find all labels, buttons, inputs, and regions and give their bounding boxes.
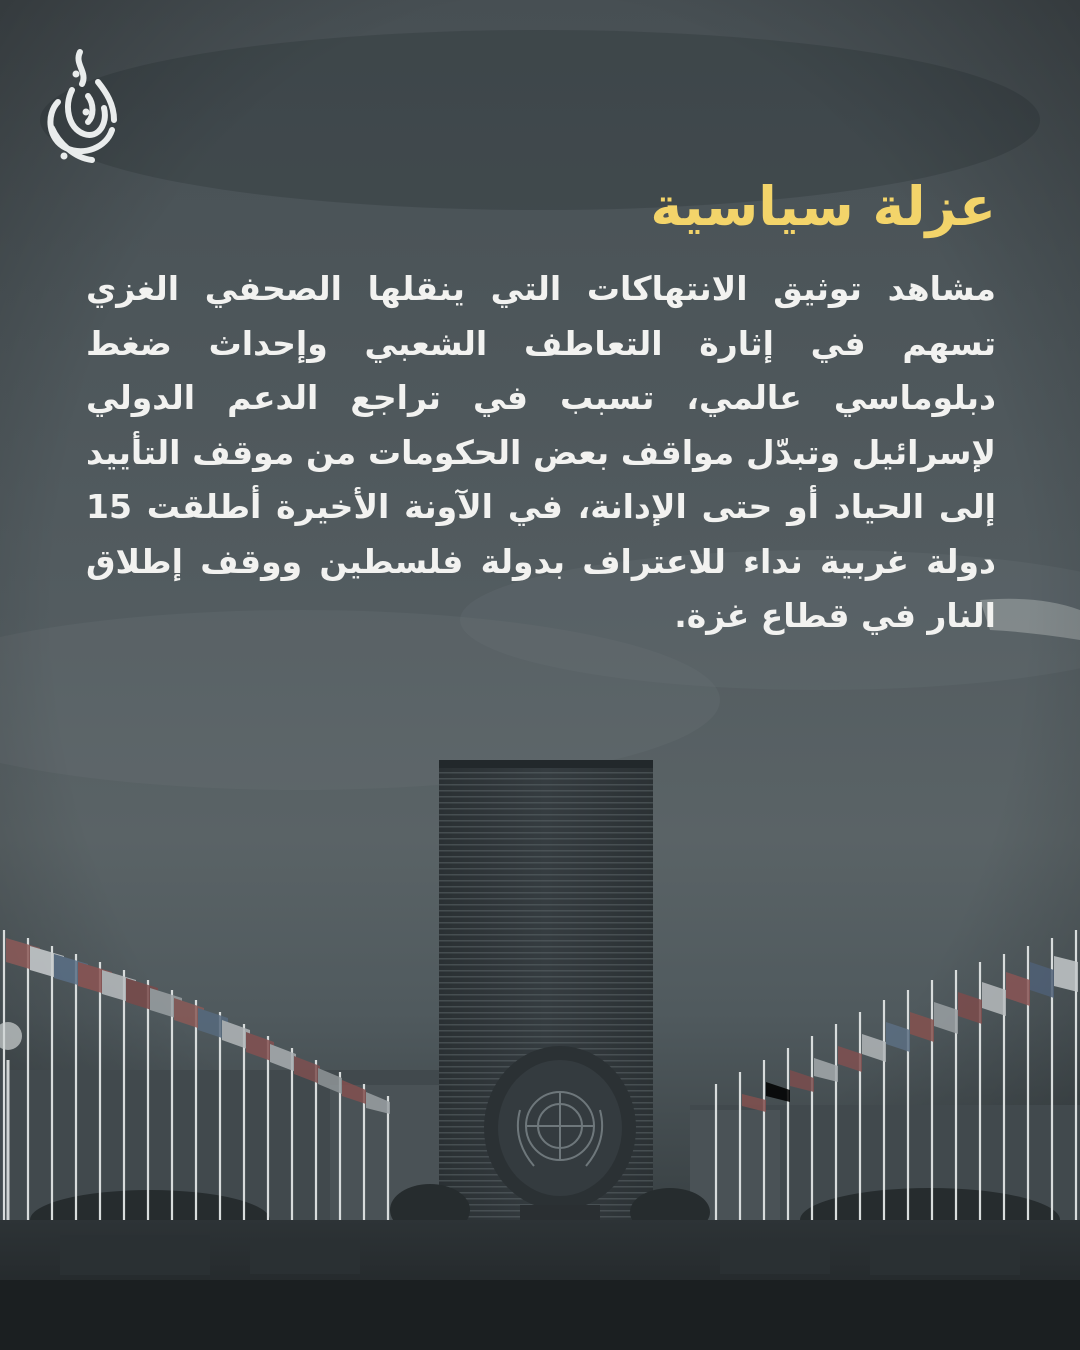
- al-jazeera-logo: [28, 44, 128, 166]
- body-paragraph: [86, 262, 996, 644]
- headline: عزلة سياسية: [650, 175, 996, 238]
- united-nations-headquarters-with-flags-photo: [0, 700, 1080, 1350]
- body-text: مشاهد توثيق الانتهاكات التي ينقلها الصحفي الغزي تسهم في إثارة التعاطف الشعبي وإحداث ضغط دبلوماسي عالمي، تسبب في تراجع الدعم الدولي لإسرائيل وتبدّل مواقف بعض الحكومات من موقف التأييد إلى الحياد أو حتى الإدانة، في الآونة الأخيرة أطلقت 15 دولة غربية نداء للاعتراف بدولة فلسطين ووقف إطلاق النار في قطاع غزة.: [86, 269, 996, 635]
- al-jazeera-calligraphy-logo-icon: [28, 44, 128, 166]
